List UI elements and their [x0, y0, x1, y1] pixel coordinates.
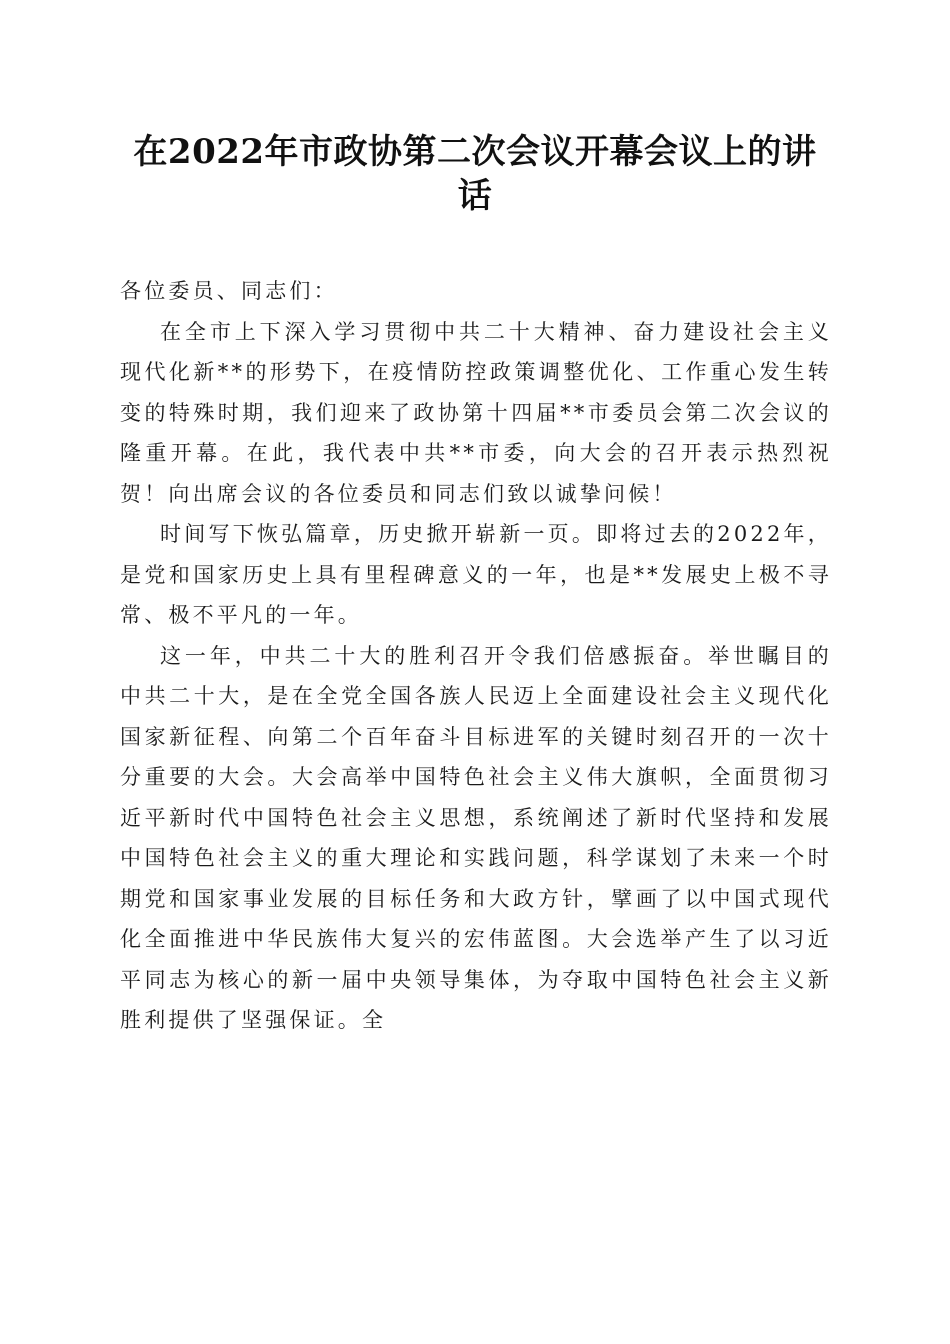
document-title: 在2022年市政协第二次会议开幕会议上的讲话 [133, 132, 817, 216]
paragraph-1: 在全市上下深入学习贯彻中共二十大精神、奋力建设社会主义现代化新**的形势下，在疫情防控政策调整优化、工作重心发生转变的特殊时期，我们迎来了政协第十四届**市委员会第二次会议的隆重开幕。在此，我代表中共**市委，向大会的召开表示热烈祝贺！向出席会议的各位委员和同志们致以诚挚问候！ [120, 319, 832, 506]
paragraph-2: 时间写下恢弘篇章，历史掀开崭新一页。即将过去的2022年，是党和国家历史上具有里程碑意义的一年，也是**发展史上极不寻常、极不平凡的一年。 [120, 522, 832, 627]
document-body [120, 271, 832, 1041]
salutation: 各位委员、同志们： [120, 279, 338, 303]
paragraph-3: 这一年，中共二十大的胜利召开令我们倍感振奋。举世瞩目的中共二十大，是在全党全国各族人民迈上全面建设社会主义现代化国家新征程、向第二个百年奋斗目标进军的关键时刻召开的一次十分重要的大会。大会高举中国特色社会主义伟大旗帜，全面贯彻习近平新时代中国特色社会主义思想，系统阐述了新时代坚持和发展中国特色社会主义的重大理论和实践问题，科学谋划了未来一个时期党和国家事业发展的目标任务和大政方针，擘画了以中国式现代化全面推进中华民族伟大复兴的宏伟蓝图。大会选举产生了以习近平同志为核心的新一届中央领导集体，为夺取中国特色社会主义新胜利提供了坚强保证。全 [120, 643, 832, 1032]
